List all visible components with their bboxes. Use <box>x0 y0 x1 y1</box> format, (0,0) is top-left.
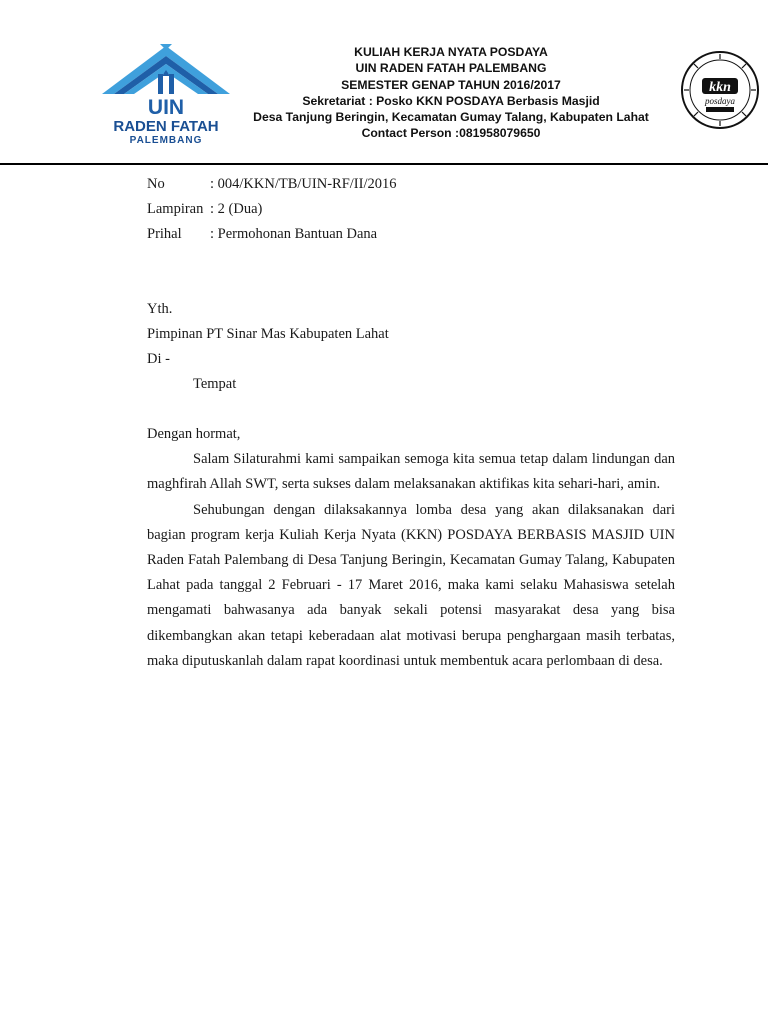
header-line-6: Contact Person :081958079650 <box>361 126 541 141</box>
address-di: Di - <box>147 351 170 367</box>
recipient-address <box>147 297 389 397</box>
meta-label: Prihal <box>147 226 182 242</box>
logo-palembang-text: PALEMBANG <box>129 135 203 146</box>
seal-kkn-text: kkn <box>709 80 731 95</box>
greeting: Dengan hormat, <box>147 426 241 442</box>
letterhead-text <box>236 44 666 142</box>
letter-meta <box>147 172 396 247</box>
header-line-1: KULIAH KERJA NYATA POSDAYA <box>354 45 548 59</box>
address-yth: Yth. <box>147 301 173 317</box>
kkn-seal-icon <box>680 50 760 130</box>
seal-posdaya-text: posdaya <box>705 96 735 106</box>
logo-uin-text: UIN <box>147 96 185 119</box>
meta-value: : Permohonan Bantuan Dana <box>210 226 378 242</box>
header-line-4: Sekretariat : Posko KKN POSDAYA Berbasis Masjid <box>302 93 600 108</box>
address-tempat: Tempat <box>193 376 237 392</box>
meta-row-lampiran <box>147 197 396 222</box>
kkn-seal <box>680 50 760 130</box>
meta-row-prihal <box>147 222 396 247</box>
letter-body <box>147 422 675 674</box>
header-divider <box>0 163 768 165</box>
meta-label: No <box>147 176 165 192</box>
address-recipient: Pimpinan PT Sinar Mas Kabupaten Lahat <box>147 326 389 342</box>
meta-row-no <box>147 172 396 197</box>
meta-label: Lampiran <box>147 201 204 217</box>
paragraph-2: Sehubungan dengan dilaksakannya lomba desa yang akan dilaksanakan dari bagian program kerja Kuliah Kerja Nyata (KKN) POSDAYA BERBASIS MASJID UIN Raden Fatah Palembang di Desa Tanjung Beringin, Kecamatan Gumay Talang, Kabupaten Lahat pada tanggal 2 Februari - 17 Maret 2016, maka kami selaku Mahasiswa setelah mengamati bahwasanya ada banyak sekali potensi masyarakat desa yang bisa dikembangkan akan tetapi keberadaan alat motivasi berupa penghargaan masih terbatas, maka diputuskanlah dalam rapat koordinasi untuk membentuk acara perlombaan di desa. <box>147 501 675 669</box>
header-line-5: Desa Tanjung Beringin, Kecamatan Gumay Talang, Kabupaten Lahat <box>253 110 649 125</box>
meta-value: : 004/KKN/TB/UIN-RF/II/2016 <box>210 176 397 192</box>
letterhead <box>0 0 768 166</box>
header-line-2: UIN RADEN FATAH PALEMBANG <box>355 61 547 76</box>
header-line-3: SEMESTER GENAP TAHUN 2016/2017 <box>341 77 561 92</box>
meta-value: : 2 (Dua) <box>210 201 263 217</box>
logo-raden-fatah-text: RADEN FATAH <box>113 118 219 135</box>
uin-logo-icon <box>98 44 234 100</box>
paragraph-1: Salam Silaturahmi kami sampaikan semoga kita semua tetap dalam lindungan dan maghfirah Allah SWT, serta sukses dalam melaksanakan aktifikas kita sehari-hari, amin. <box>147 451 675 493</box>
uin-logo <box>98 44 234 148</box>
